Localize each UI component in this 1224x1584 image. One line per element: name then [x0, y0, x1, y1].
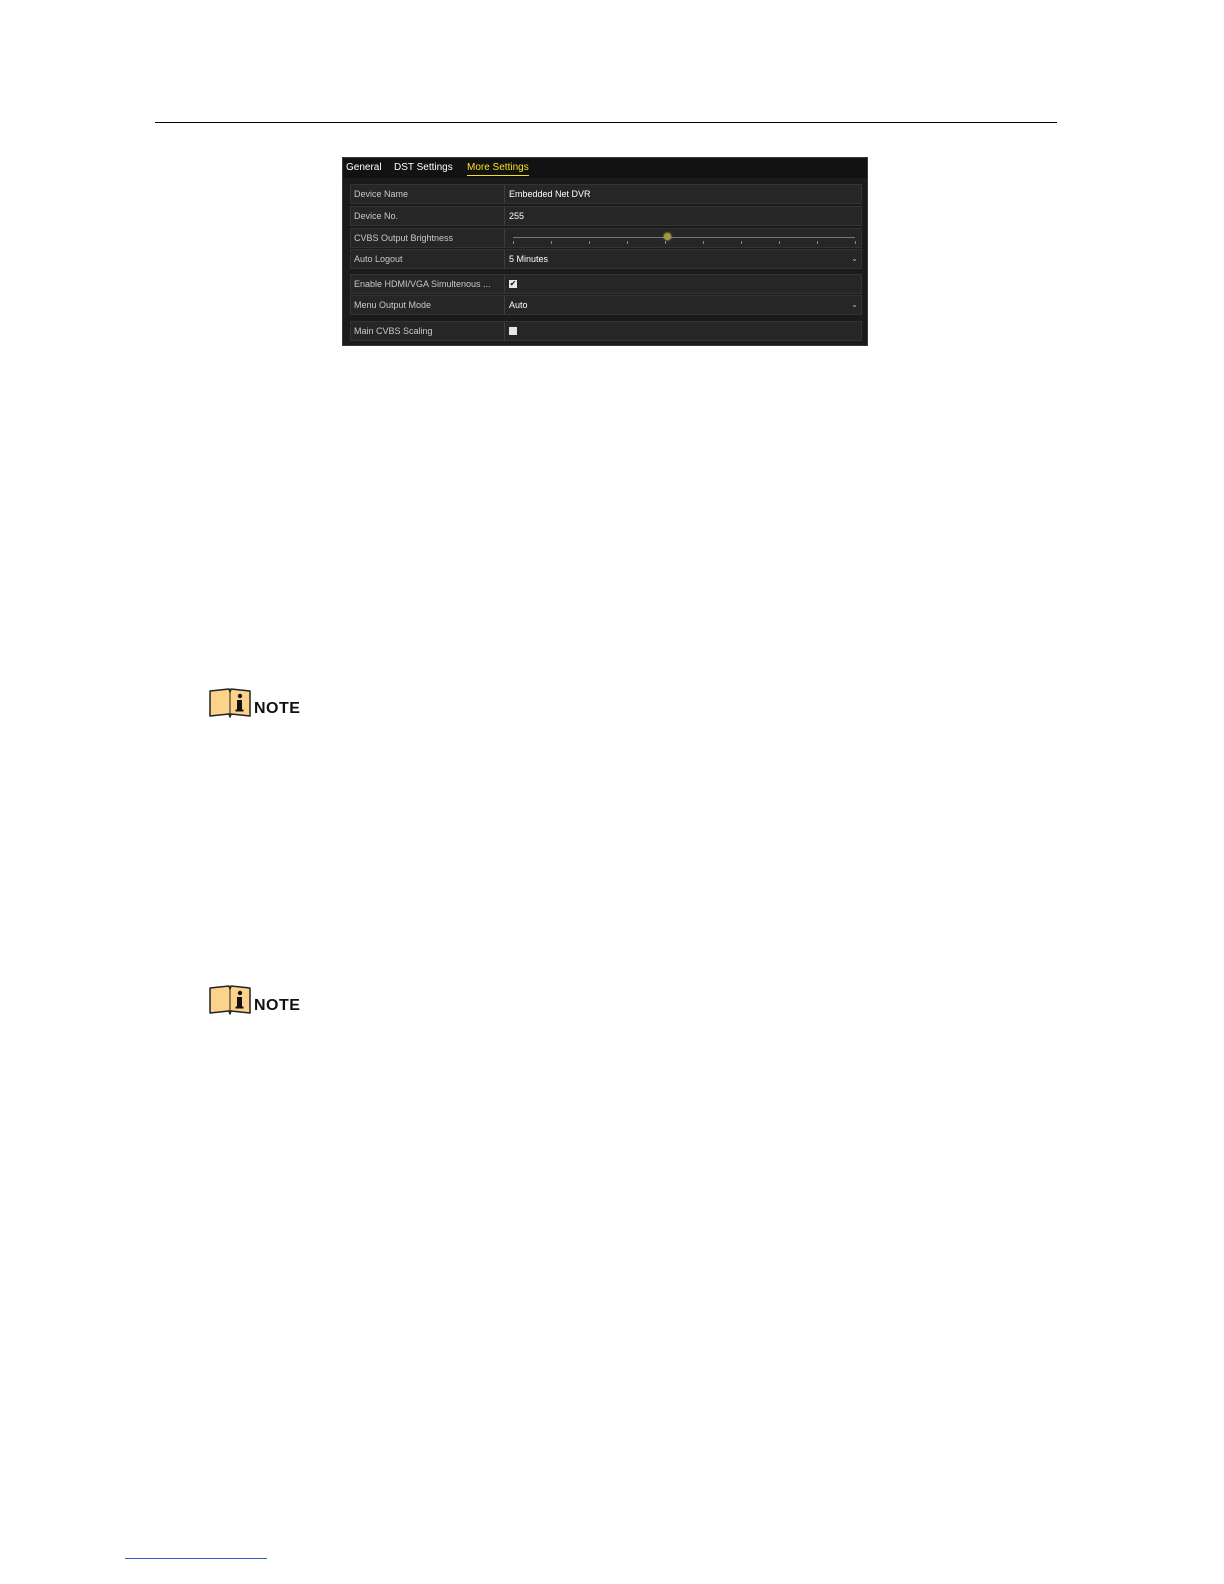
slider-tick [703, 241, 704, 244]
note-callout [209, 688, 305, 720]
slider-tick [513, 241, 514, 244]
header-rule [155, 122, 1057, 123]
device-no-row [350, 206, 862, 226]
slider-tick [741, 241, 742, 244]
tab-more-settings[interactable]: More Settings [467, 162, 529, 173]
auto-logout-row [350, 249, 862, 269]
menu-output-mode-value: Auto [509, 300, 528, 310]
main-cvbs-scaling-checkbox[interactable] [509, 327, 517, 335]
slider-tick [855, 241, 856, 244]
device-no-field[interactable] [505, 207, 861, 225]
info-book-icon [209, 985, 251, 1015]
auto-logout-label: Auto Logout [351, 250, 505, 268]
device-name-label: Device Name [351, 185, 505, 203]
slider-tick [627, 241, 628, 244]
hdmi-vga-label: Enable HDMI/VGA Simultenous ... [351, 275, 505, 293]
footer-link-underline [125, 1558, 267, 1559]
tab-dst-settings[interactable]: DST Settings [394, 162, 453, 173]
main-cvbs-scaling-label: Main CVBS Scaling [351, 322, 505, 340]
chevron-down-icon: ⌄ [851, 300, 858, 309]
brightness-slider[interactable] [505, 229, 861, 247]
device-name-value: Embedded Net DVR [509, 189, 591, 199]
device-no-label: Device No. [351, 207, 505, 225]
menu-output-mode-label: Menu Output Mode [351, 296, 505, 314]
note-label: NOTE [254, 700, 301, 717]
slider-tick [589, 241, 590, 244]
hdmi-vga-field [505, 275, 861, 293]
menu-output-mode-select[interactable] [505, 296, 861, 314]
device-no-value: 255 [509, 211, 525, 221]
hdmi-vga-row [350, 274, 862, 294]
tab-bar [343, 158, 867, 178]
menu-output-mode-row [350, 295, 862, 315]
hdmi-vga-checkbox[interactable]: ✔ [509, 279, 517, 288]
slider-tick [779, 241, 780, 244]
device-name-row [350, 184, 862, 204]
more-settings-panel [342, 157, 868, 346]
slider-tick [551, 241, 552, 244]
main-cvbs-scaling-row [350, 321, 862, 341]
auto-logout-value: 5 Minutes [509, 254, 549, 264]
note-label: NOTE [254, 997, 301, 1014]
chevron-down-icon: ⌄ [851, 254, 858, 263]
slider-track [513, 237, 855, 238]
main-cvbs-scaling-field [505, 322, 861, 340]
auto-logout-select[interactable] [505, 250, 861, 268]
tab-general[interactable]: General [346, 162, 382, 173]
slider-tick [817, 241, 818, 244]
note-callout [209, 985, 305, 1017]
info-book-icon [209, 688, 251, 718]
cvbs-brightness-row [350, 228, 862, 248]
device-name-field[interactable] [505, 185, 861, 203]
slider-handle[interactable] [664, 233, 671, 240]
cvbs-brightness-label: CVBS Output Brightness [351, 229, 505, 247]
slider-tick [665, 241, 666, 244]
